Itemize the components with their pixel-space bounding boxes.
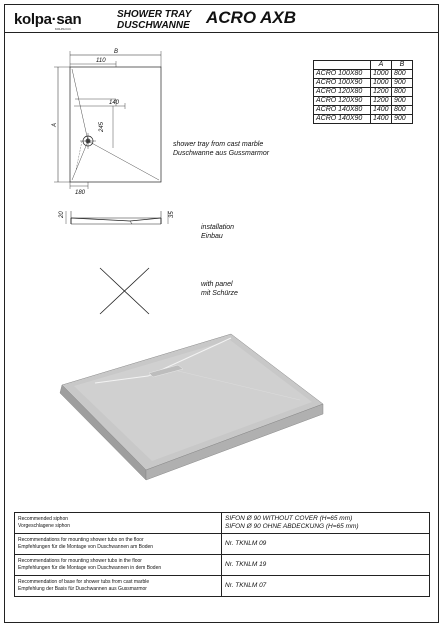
table-row	[314, 79, 413, 88]
tray-outline	[70, 67, 161, 182]
dim-180-label: 180	[75, 190, 86, 196]
panel-label-en: with panel	[201, 281, 233, 288]
size-b: 800	[392, 106, 413, 115]
table-row	[15, 576, 430, 597]
accessories-table	[14, 512, 430, 597]
accessory-label-en: Recommendations for mounting shower tubs in the floor	[18, 558, 142, 564]
accessory-value: Nr. TKNLM 09	[222, 534, 430, 555]
size-header-a: A	[371, 61, 392, 70]
size-model: ACRO 100X80	[314, 70, 371, 79]
accessory-label-en: Recommendations for mounting shower tubs on the floor	[18, 537, 144, 543]
dim-a-label: A	[52, 122, 58, 127]
material-label-en: shower tray from cast marble	[173, 141, 264, 148]
side-view	[66, 211, 168, 224]
size-model: ACRO 120X90	[314, 97, 371, 106]
siphon-value-de: SIFON Ø 90 OHNE ABDECKUNG (H=65 mm)	[225, 523, 359, 530]
siphon-row	[15, 513, 430, 534]
installation-label-de: Einbau	[201, 233, 223, 240]
accessory-label-de: Empfehlungen für die Montage von Duschwannen in dem Boden	[18, 565, 162, 571]
siphon-label-en: Recommended siphon	[18, 516, 69, 522]
dim-245-label: 245	[99, 121, 105, 132]
size-b: 900	[392, 97, 413, 106]
size-table-header	[314, 61, 413, 70]
size-model: ACRO 140X90	[314, 115, 371, 124]
brand-logo: kolpa·san	[14, 11, 82, 28]
table-row	[15, 534, 430, 555]
top-view	[54, 51, 161, 189]
accessory-label-cell	[15, 534, 222, 555]
size-model: ACRO 100X90	[314, 79, 371, 88]
accessory-value: Nr. TKNLM 07	[222, 576, 430, 597]
size-a: 1000	[371, 79, 392, 88]
size-b: 900	[392, 79, 413, 88]
size-b: 800	[392, 70, 413, 79]
siphon-value-en: SIFON Ø 90 WITHOUT COVER (H=65 mm)	[225, 515, 353, 522]
product-title-de: DUSCHWANNE	[117, 20, 190, 31]
siphon-value-cell	[222, 513, 430, 534]
table-row	[15, 555, 430, 576]
size-a: 1400	[371, 115, 392, 124]
table-row	[314, 70, 413, 79]
accessory-label-cell	[15, 576, 222, 597]
siphon-label-cell	[15, 513, 222, 534]
size-table	[313, 60, 413, 124]
accessory-label-de: Empfehlung der Basis für Duschwannen aus Gussmarmor	[18, 586, 147, 592]
panel-label	[201, 280, 238, 298]
panel-label-de: mit Schürze	[201, 290, 238, 297]
size-a: 1000	[371, 70, 392, 79]
dim-110-label: 110	[96, 58, 106, 64]
table-row	[314, 88, 413, 97]
tray-3d-render	[60, 334, 323, 480]
size-b: 900	[392, 115, 413, 124]
table-row	[314, 97, 413, 106]
material-label-de: Duschwanne aus Gussmarmor	[173, 150, 270, 157]
panel-cross-icon	[100, 268, 149, 314]
accessory-label-cell	[15, 555, 222, 576]
size-header-b: B	[392, 61, 413, 70]
size-b: 800	[392, 88, 413, 97]
dim-35-label: 35	[169, 211, 175, 218]
siphon-label-de: Vorgeschlagene siphon	[18, 523, 70, 529]
model-name: ACRO AXB	[206, 8, 297, 27]
dim-20-label: 20	[59, 211, 65, 218]
size-model: ACRO 140X80	[314, 106, 371, 115]
size-a: 1400	[371, 106, 392, 115]
table-row	[314, 115, 413, 124]
accessory-label-en: Recommendation of base for shower tubs from cast marble	[18, 579, 150, 585]
brand-subtitle: KOLPA D.D.	[55, 27, 72, 31]
installation-label	[201, 223, 234, 241]
dim-140-label: 140	[109, 100, 120, 106]
size-header-model	[314, 61, 371, 70]
table-row	[314, 106, 413, 115]
material-label	[173, 140, 269, 158]
product-title-en: SHOWER TRAY	[117, 9, 192, 20]
dim-b-label: B	[114, 49, 119, 55]
size-a: 1200	[371, 88, 392, 97]
accessory-label-de: Empfehlungen für die Montage von Duschwannen am Boden	[18, 544, 154, 550]
installation-label-en: installation	[201, 224, 235, 231]
size-a: 1200	[371, 97, 392, 106]
size-model: ACRO 120X80	[314, 88, 371, 97]
accessory-value: Nr. TKNLM 19	[222, 555, 430, 576]
